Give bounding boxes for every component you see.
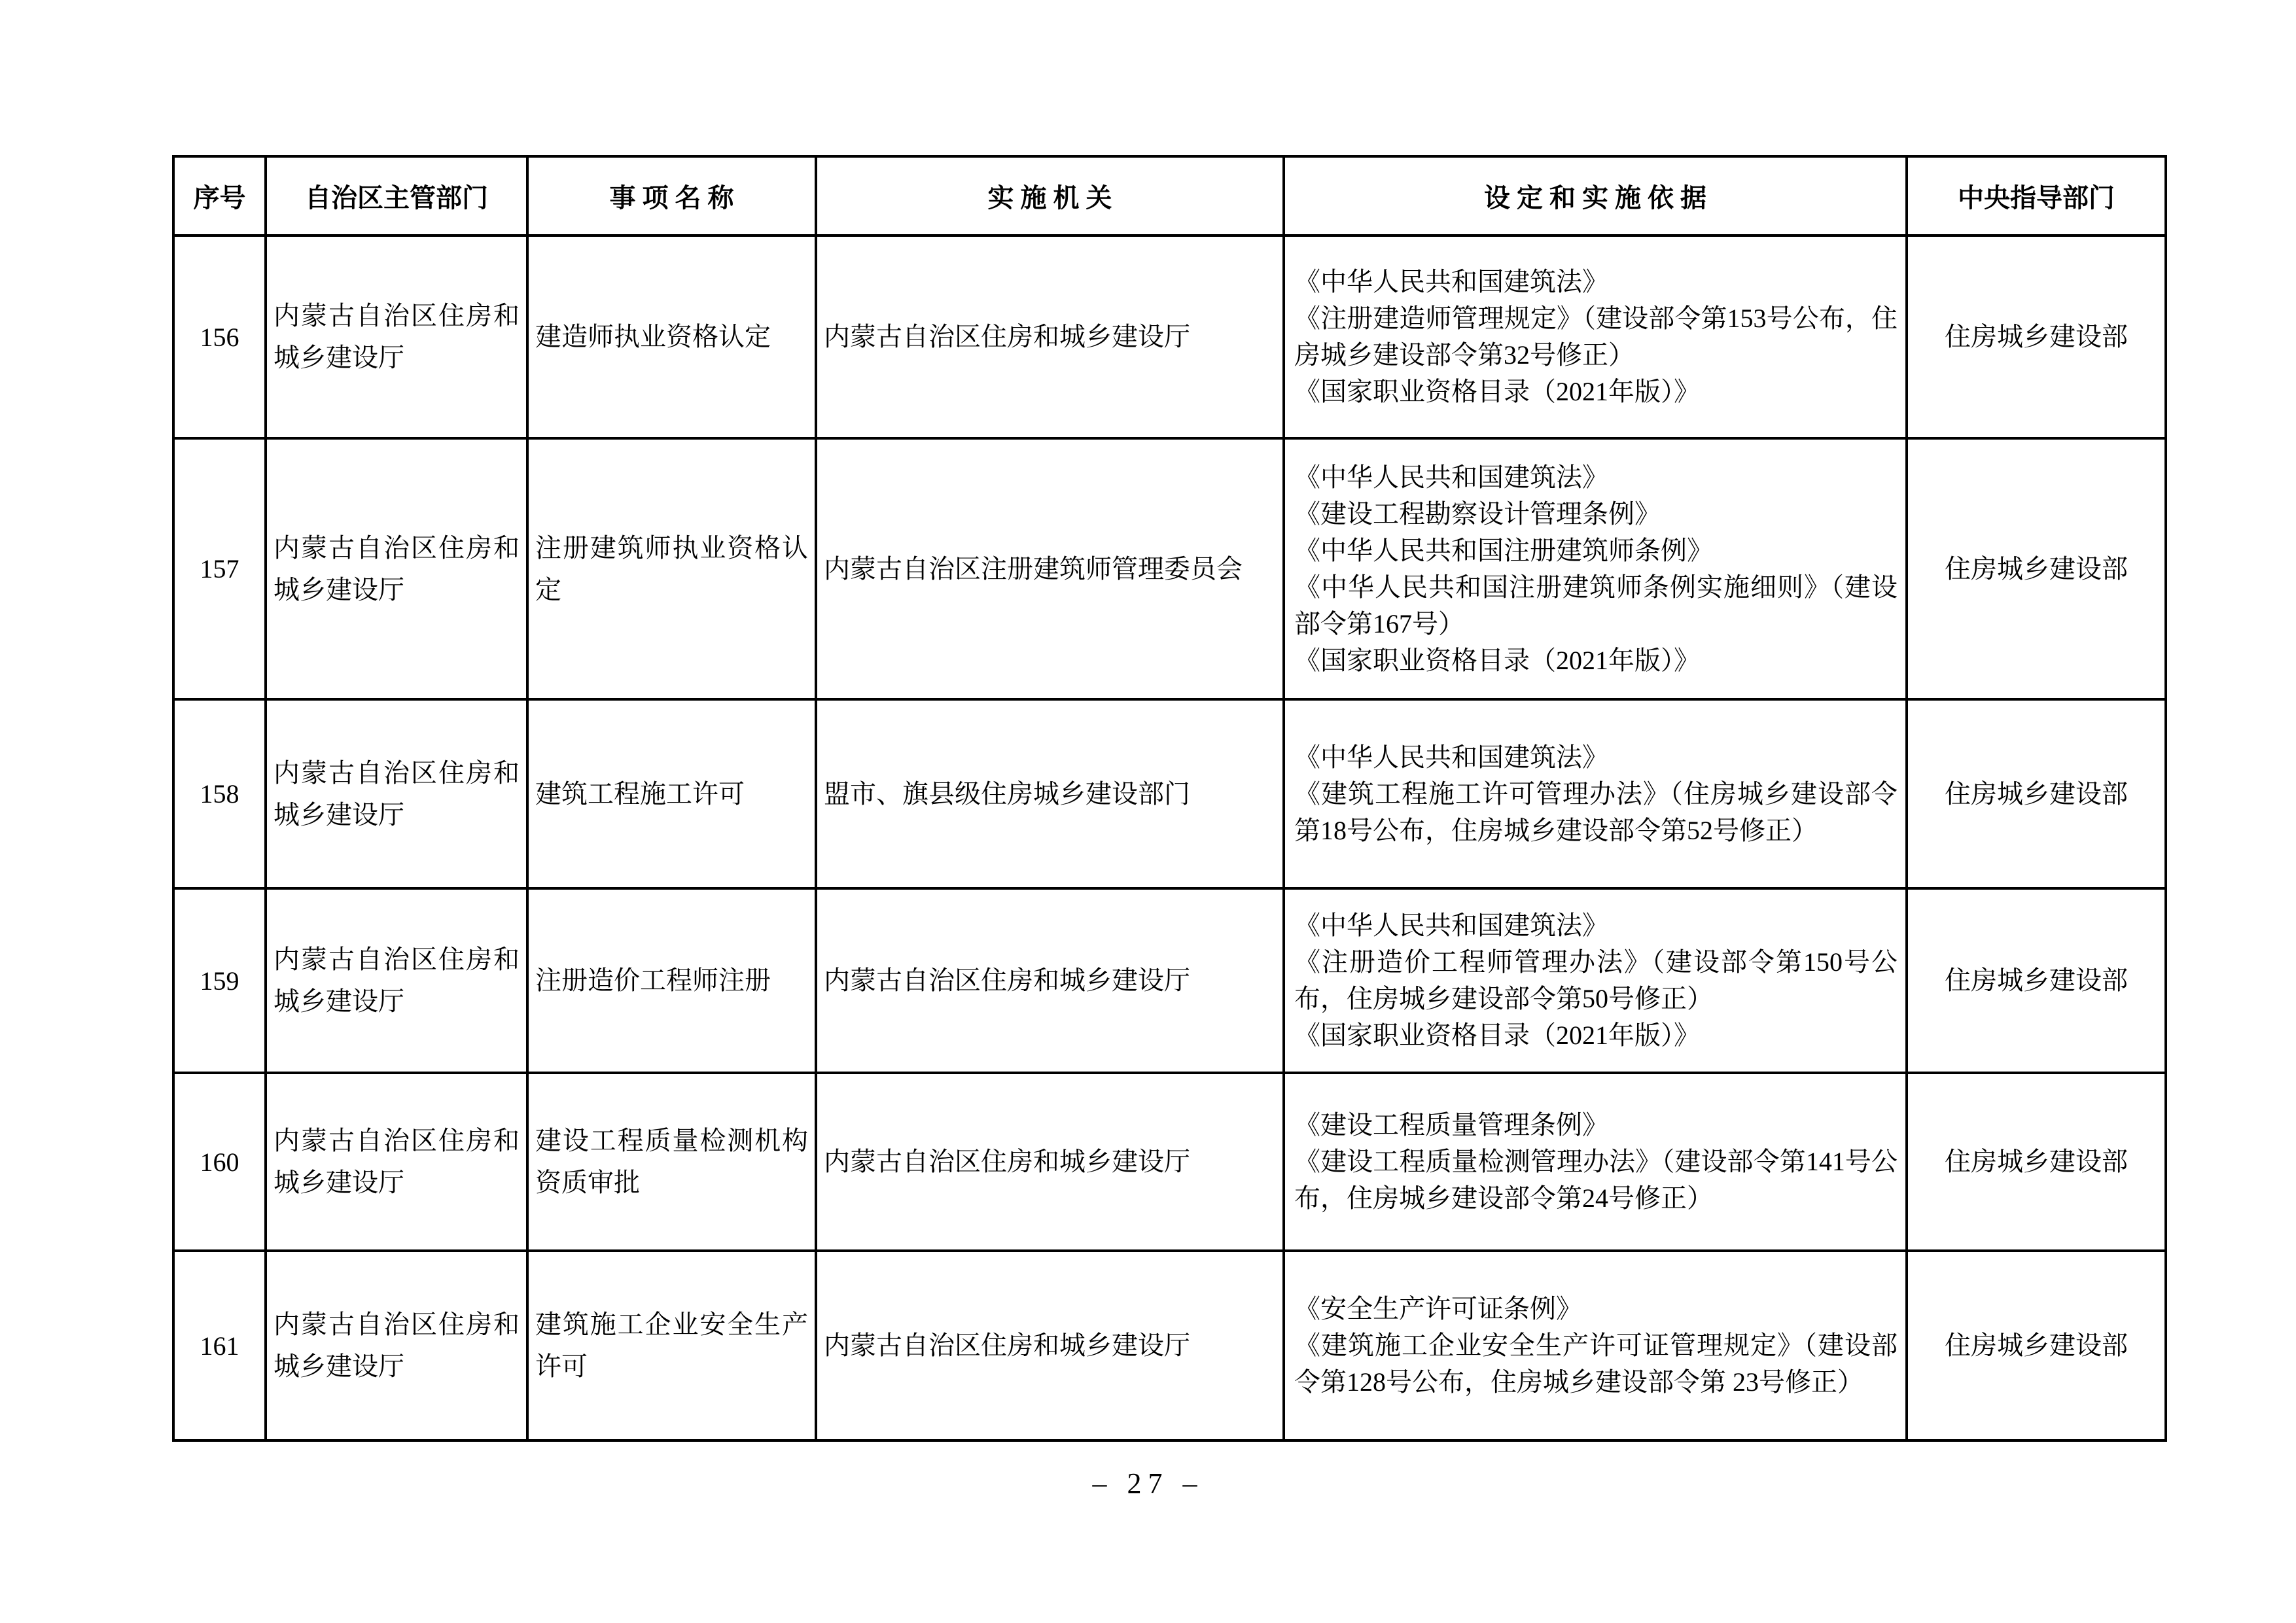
cell-department: 内蒙古自治区住房和城乡建设厅 <box>266 236 527 438</box>
cell-basis <box>1284 236 1907 438</box>
approval-items-table <box>172 155 2167 1442</box>
cell-basis <box>1284 1251 1907 1440</box>
col-header-serial: 序号 <box>173 156 266 236</box>
cell-basis <box>1284 438 1907 699</box>
cell-central-department: 住房城乡建设部 <box>1907 1251 2166 1440</box>
cell-agency: 内蒙古自治区注册建筑师管理委员会 <box>816 438 1284 699</box>
table-row-157 <box>173 438 2166 699</box>
cell-central-department: 住房城乡建设部 <box>1907 236 2166 438</box>
basis-line: 《国家职业资格目录（2021年版）》 <box>1294 1021 1700 1050</box>
col-header-department: 自治区主管部门 <box>266 156 527 236</box>
basis-line: 《国家职业资格目录（2021年版）》 <box>1294 645 1700 675</box>
table-row-161 <box>173 1251 2166 1440</box>
cell-basis <box>1284 699 1907 888</box>
basis-line: 《安全生产许可证条例》 <box>1294 1294 1582 1323</box>
cell-item-name: 建筑工程施工许可 <box>527 699 816 888</box>
basis-line: 《建筑工程施工许可管理办法》（住房城乡建设部令第18号公布，住房城乡建设部令第52号修正） <box>1294 778 1898 845</box>
cell-agency: 盟市、旗县级住房城乡建设部门 <box>816 699 1284 888</box>
cell-serial: 160 <box>173 1073 266 1251</box>
cell-basis <box>1284 888 1907 1073</box>
table-row-156 <box>173 236 2166 438</box>
cell-department: 内蒙古自治区住房和城乡建设厅 <box>266 1073 527 1251</box>
cell-central-department: 住房城乡建设部 <box>1907 1073 2166 1251</box>
basis-line: 《中华人民共和国建筑法》 <box>1294 742 1608 772</box>
cell-agency: 内蒙古自治区住房和城乡建设厅 <box>816 888 1284 1073</box>
table-row-160 <box>173 1073 2166 1251</box>
basis-line: 《建筑施工企业安全生产许可证管理规定》（建设部令第128号公布，住房城乡建设部令第 23号修正） <box>1294 1331 1898 1397</box>
basis-line: 《国家职业资格目录（2021年版）》 <box>1294 377 1700 406</box>
col-header-item-name: 事 项 名 称 <box>527 156 816 236</box>
col-header-basis: 设 定 和 实 施 依 据 <box>1284 156 1907 236</box>
cell-department: 内蒙古自治区住房和城乡建设厅 <box>266 699 527 888</box>
basis-line: 《中华人民共和国建筑法》 <box>1294 462 1608 492</box>
basis-line: 《中华人民共和国建筑法》 <box>1294 267 1608 296</box>
basis-line: 《中华人民共和国注册建筑师条例》 <box>1294 535 1713 565</box>
cell-item-name: 建设工程质量检测机构资质审批 <box>527 1073 816 1251</box>
basis-line: 《注册建造师管理规定》（建设部令第153号公布，住房城乡建设部令第32号修正） <box>1294 304 1898 370</box>
col-header-agency: 实 施 机 关 <box>816 156 1284 236</box>
cell-department: 内蒙古自治区住房和城乡建设厅 <box>266 888 527 1073</box>
cell-item-name: 注册建筑师执业资格认定 <box>527 438 816 699</box>
cell-serial: 158 <box>173 699 266 888</box>
cell-item-name: 建造师执业资格认定 <box>527 236 816 438</box>
cell-department: 内蒙古自治区住房和城乡建设厅 <box>266 438 527 699</box>
col-header-central-department: 中央指导部门 <box>1907 156 2166 236</box>
cell-item-name: 建筑施工企业安全生产许可 <box>527 1251 816 1440</box>
basis-line: 《建设工程勘察设计管理条例》 <box>1294 498 1661 529</box>
basis-line: 《中华人民共和国建筑法》 <box>1294 911 1608 940</box>
table-row-159 <box>173 888 2166 1073</box>
cell-agency: 内蒙古自治区住房和城乡建设厅 <box>816 1251 1284 1440</box>
table-header-row <box>173 156 2166 236</box>
cell-serial: 161 <box>173 1251 266 1440</box>
cell-serial: 159 <box>173 888 266 1073</box>
cell-agency: 内蒙古自治区住房和城乡建设厅 <box>816 236 1284 438</box>
table-row-158 <box>173 699 2166 888</box>
cell-item-name: 注册造价工程师注册 <box>527 888 816 1073</box>
cell-central-department: 住房城乡建设部 <box>1907 438 2166 699</box>
cell-agency: 内蒙古自治区住房和城乡建设厅 <box>816 1073 1284 1251</box>
cell-central-department: 住房城乡建设部 <box>1907 888 2166 1073</box>
basis-line: 《建设工程质量检测管理办法》（建设部令第141号公布，住房城乡建设部令第24号修正） <box>1294 1147 1898 1213</box>
basis-line: 《中华人民共和国注册建筑师条例实施细则》（建设部令第167号） <box>1294 572 1898 638</box>
cell-serial: 157 <box>173 438 266 699</box>
cell-central-department: 住房城乡建设部 <box>1907 699 2166 888</box>
cell-serial: 156 <box>173 236 266 438</box>
basis-line: 《注册造价工程师管理办法》（建设部令第150号公布，住房城乡建设部令第50号修正） <box>1294 947 1898 1013</box>
cell-department: 内蒙古自治区住房和城乡建设厅 <box>266 1251 527 1440</box>
page-number: – 27 – <box>1092 1467 1204 1499</box>
cell-basis <box>1284 1073 1907 1251</box>
basis-line: 《建设工程质量管理条例》 <box>1294 1110 1608 1140</box>
